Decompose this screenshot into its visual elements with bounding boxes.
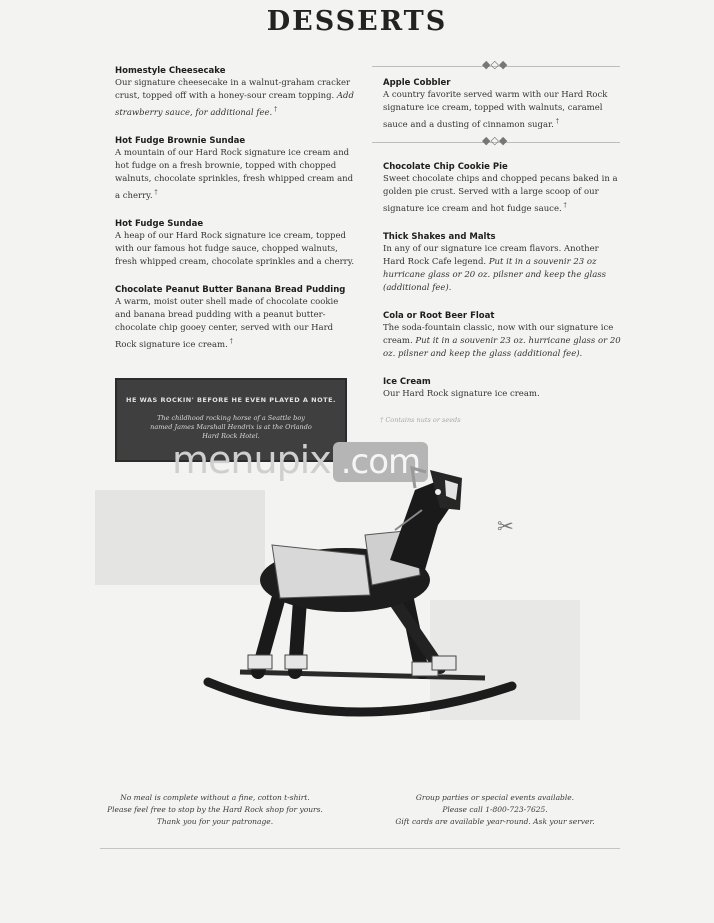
right-column [383, 78, 623, 417]
item-name: Chocolate Chip Cookie Pie [383, 161, 508, 172]
item-name: Homestyle Cheesecake [115, 66, 226, 76]
footer-line: Group parties or special events available. [415, 793, 575, 802]
item-name: Hot Fudge Brownie Sundae [115, 135, 246, 146]
item-description: A country favorite served warm with our Hard Rock signature ice cream, topped with walnuts, caramel sauce and a dusting of cinnamon sugar. † [383, 90, 608, 130]
menu-item [115, 66, 355, 120]
footer-line: No meal is complete without a fine, cotton t-shirt. [120, 793, 310, 802]
item-description: The soda-fountain classic, now with our signature ice cream. Put it in a souvenir 23 oz. hurricane glass or 20 oz. pilsner and keep the glass (additional fee). [383, 322, 621, 359]
footer-line: Please call 1-800-723-7625. [442, 805, 548, 814]
watermark: menupix .com [172, 438, 428, 482]
menu-item [383, 311, 623, 361]
menu-item [383, 78, 623, 132]
item-description: A heap of our Hard Rock signature ice cream, topped with our famous hot fudge sauce, chopped walnuts, fresh whipped cream, chocolate sprinkles and a cherry. [115, 230, 355, 267]
menu-item [383, 232, 623, 295]
menu-item [115, 136, 355, 203]
footer-line: Gift cards are available year-round. Ask your server. [395, 817, 595, 826]
footer-right-note [380, 792, 610, 828]
menu-item [383, 162, 623, 216]
item-description: Sweet chocolate chips and chopped pecans baked in a golden pie crust. Served with a large scoop of our signature ice cream and hot fudge sauce. † [383, 173, 618, 214]
scissors-icon: ✂ [497, 514, 514, 538]
page-title: DESSERTS [266, 6, 448, 37]
item-name: Apple Cobbler [383, 78, 451, 88]
footer-line: Please feel free to stop by the Hard Rock shop for yours. [107, 805, 323, 814]
item-name: Cola or Root Beer Float [383, 310, 495, 321]
item-name: Chocolate Peanut Butter Banana Bread Pudding [115, 284, 346, 295]
callout-text: The childhood rocking horse of a Seattle boy named James Marshall Hendrix is at the Orlando Hard Rock Hotel. [150, 414, 312, 440]
item-name: Thick Shakes and Malts [383, 231, 496, 242]
left-column [115, 66, 355, 367]
menu-item [383, 377, 623, 401]
menu-item [115, 219, 355, 269]
item-name: Ice Cream [383, 376, 431, 387]
rocking-horse-illustration [200, 450, 520, 730]
item-description: Our signature cheesecake in a walnut-graham cracker crust, topped off with a honey-sour cream topping. Add strawberry sauce, for additional fee. † [115, 78, 354, 118]
callout-title: HE WAS ROCKIN' BEFORE HE EVEN PLAYED A NOTE. [126, 396, 336, 404]
nuts-footnote: † Contains nuts or seeds [380, 416, 461, 424]
ornament-icon-mid: ◆◇◆ [482, 134, 508, 147]
item-description: In any of our signature ice cream flavors. Another Hard Rock Cafe legend. Put it in a souvenir 23 oz hurricane glass or 20 oz. pilsner and keep the glass (additional fee). [383, 243, 607, 293]
ornament-icon-top: ◆◇◆ [482, 58, 508, 71]
item-name: Hot Fudge Sundae [115, 218, 204, 229]
item-description: A mountain of our Hard Rock signature ice cream and hot fudge on a fresh brownie, topped with chopped walnuts, chocolate sprinkles, fresh whipped cream and a cherry. † [115, 147, 354, 201]
item-description: Our Hard Rock signature ice cream. [383, 388, 540, 399]
menu-item [115, 285, 355, 352]
item-description: A warm, moist outer shell made of chocolate cookie and banana bread pudding with a peanut butter-chocolate chip gooey center, served with our Hard Rock signature ice cream. † [115, 296, 339, 350]
bottom-divider [100, 848, 620, 849]
footer-line: Thank you for your patronage. [156, 817, 274, 826]
footer-left-note [100, 792, 330, 828]
